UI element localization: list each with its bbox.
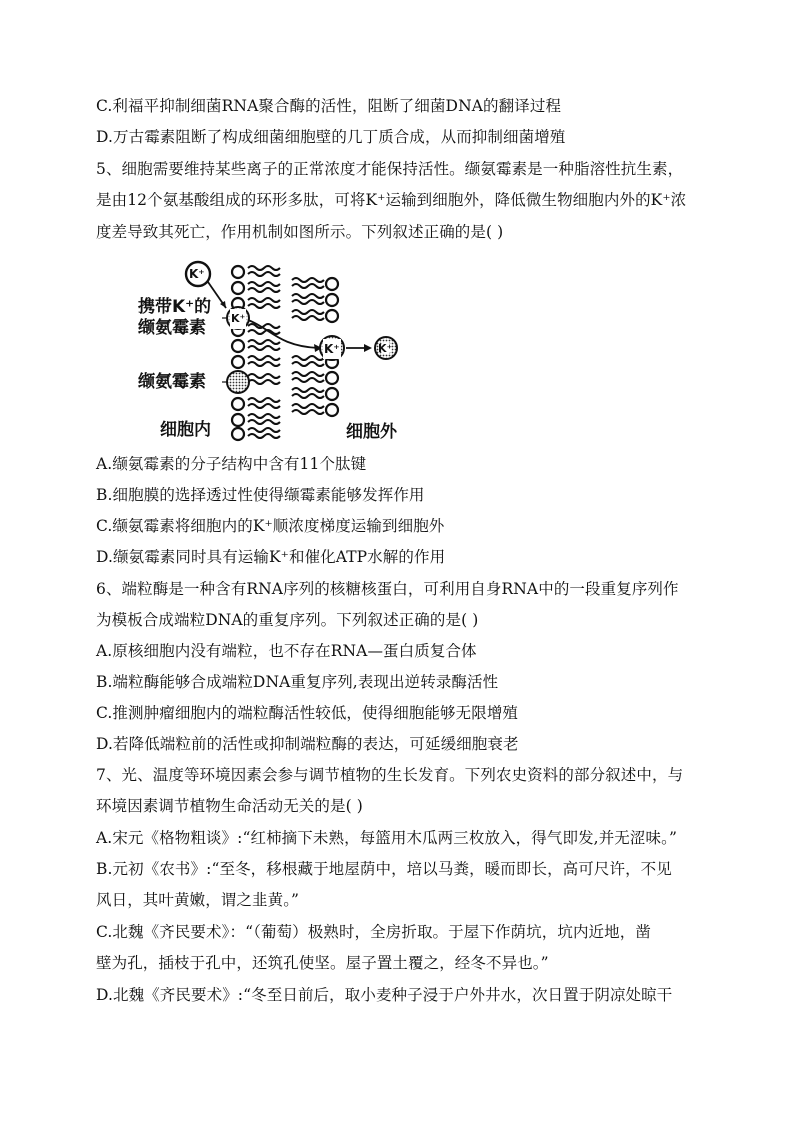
question-5-option-a: A.缬氨霉素的分子结构中含有11个肽键	[96, 455, 367, 473]
question-7-option-a: A.宋元《格物粗谈》:“红柿摘下未熟，每篮用木瓜两三枚放入，得气即发,并无涩味。”	[96, 829, 677, 847]
membrane-left-tails	[248, 266, 280, 438]
inside-cell-label: 细胞内	[160, 420, 211, 440]
question-5-option-c: C.缬氨霉素将细胞内的K⁺顺浓度梯度运输到细胞外	[96, 517, 445, 535]
question-6-option-b: B.端粒酶能够合成端粒DNA重复序列,表现出逆转录酶活性	[96, 673, 499, 691]
k-ion-inside-label: K⁺	[189, 267, 205, 281]
valinomycin-free	[227, 371, 249, 393]
question-5-stem-line-3: 度差导致其死亡，作用机制如图所示。下列叙述正确的是( )	[96, 223, 504, 241]
question-5-option-b: B.细胞膜的选择透过性使得缬霉素能够发挥作用	[96, 486, 425, 504]
question-7-option-b-line-1: B.元初《农书》:“至冬，移根藏于地屋荫中，培以马粪，暖而即长，高可尺许，不见	[96, 860, 672, 878]
question-6-stem-line-1: 6、端粒酶是一种含有RNA序列的核糖核蛋白，可利用自身RNA中的一段重复序列作	[96, 580, 679, 598]
membrane-left-heads	[232, 266, 244, 440]
carrier-label-line-1: 携带K⁺的	[138, 297, 212, 317]
question-7-option-d-line-1: D.北魏《齐民要术》:“冬至日前后，取小麦种子浸于户外井水，次日置于阴凉处晾干	[96, 986, 673, 1004]
question-7-option-c-line-1: C.北魏《齐民要术》：“（葡萄）极熟时，全房折取。于屋下作荫坑，坑内近地，凿	[96, 923, 651, 941]
valinomycin-mechanism-figure	[130, 258, 430, 448]
question-5-stem-line-2: 是由12个氨基酸组成的环形多肽，可将K⁺运输到细胞外，降低微生物细胞内外的K⁺浓	[96, 191, 687, 209]
k-ion-carrier-right-label: K⁺	[323, 339, 341, 359]
valinomycin-label: 缬氨霉素	[138, 372, 206, 392]
question-7-stem-line-1: 7、光、温度等环境因素会参与调节植物的生长发育。下列农史资料的部分叙述中，与	[96, 766, 684, 784]
question-5-stem-line-1: 5、细胞需要维持某些离子的正常浓度才能保持活性。缬氨霉素是一种脂溶性抗生素，	[96, 160, 684, 178]
question-4-option-c: C.利福平抑制细菌RNA聚合酶的活性，阻断了细菌DNA的翻译过程	[96, 97, 562, 115]
k-ion-carrier-left-label: K⁺	[230, 309, 246, 329]
outside-cell-label: 细胞外	[346, 422, 397, 442]
question-7-option-c-line-2: 壁为孔，插枝于孔中，还筑孔使坚。屋子置土覆之，经冬不异也。”	[96, 954, 549, 972]
question-6-option-a: A.原核细胞内没有端粒，也不存在RNA—蛋白质复合体	[96, 642, 477, 660]
question-4-option-d: D.万古霉素阻断了构成细菌细胞壁的几丁质合成，从而抑制细菌增殖	[96, 128, 566, 146]
question-6-option-c: C.推测肿瘤细胞内的端粒酶活性较低，使得细胞能够无限增殖	[96, 704, 519, 722]
question-6-option-d: D.若降低端粒前的活性或抑制端粒酶的表达，可延缓细胞衰老	[96, 735, 519, 753]
carrier-label-line-2: 缬氨霉素	[138, 318, 206, 338]
question-6-stem-line-2: 为模板合成端粒DNA的重复序列。下列叙述正确的是( )	[96, 611, 479, 629]
question-5-option-d: D.缬氨霉素同时具有运输K⁺和催化ATP水解的作用	[96, 548, 446, 566]
question-7-option-b-line-2: 风日，其叶黄嫩，谓之韭黄。”	[96, 891, 300, 909]
k-ion-outside-label: K⁺	[378, 342, 393, 355]
question-7-stem-line-2: 环境因素调节植物生命活动无关的是( )	[96, 797, 363, 815]
